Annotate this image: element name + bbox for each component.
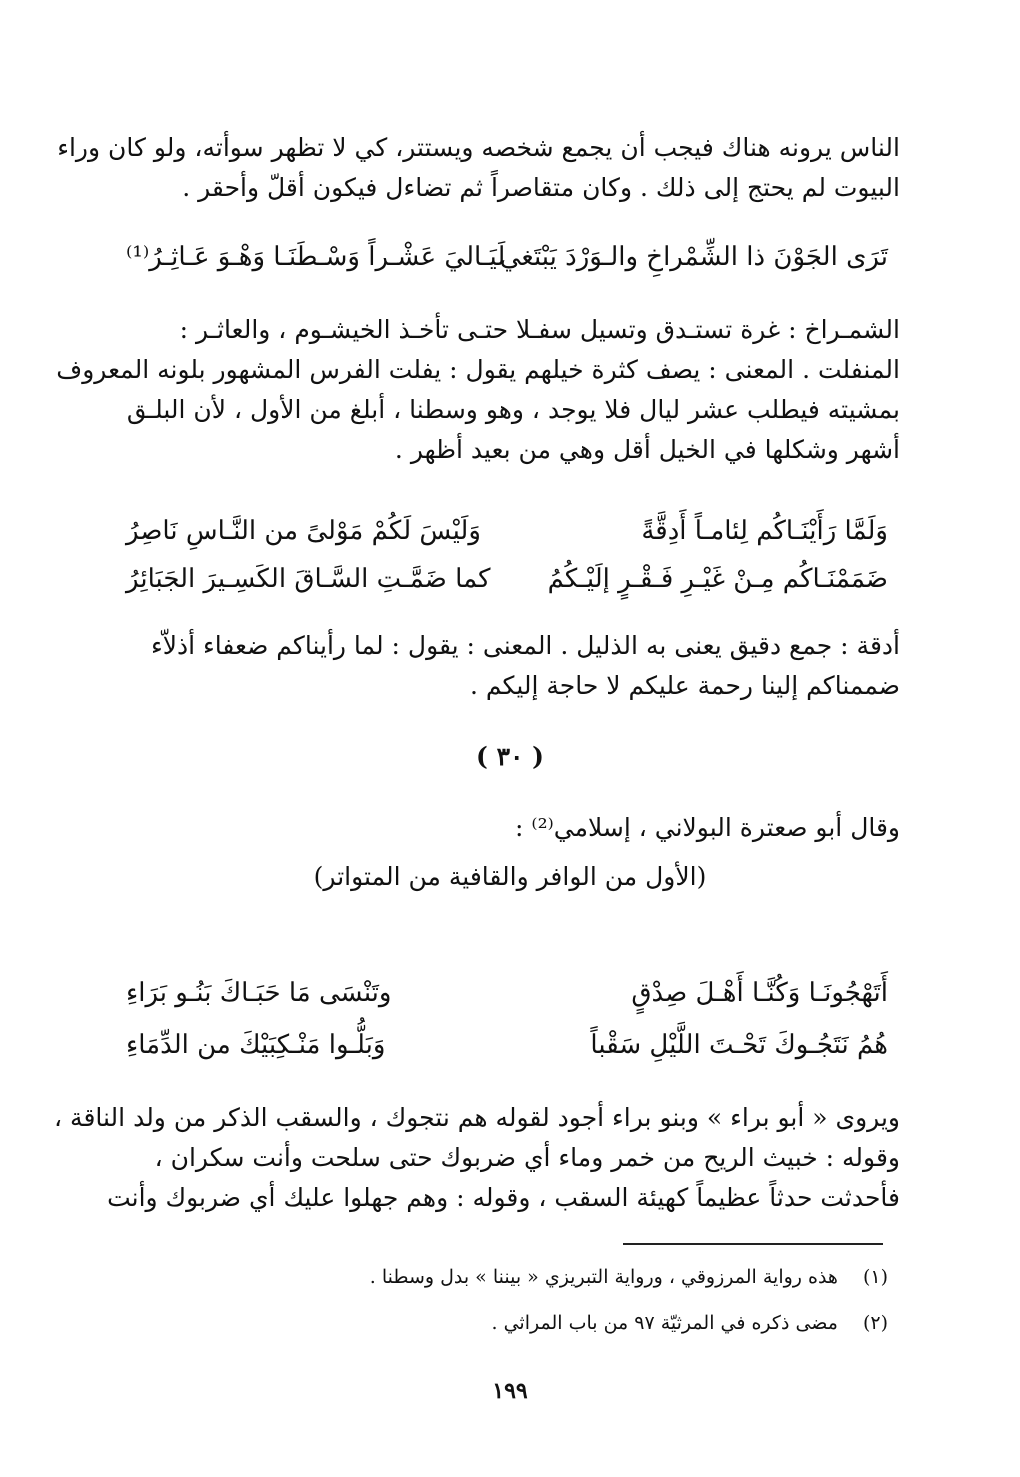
- commentary-2-line-2: ضممناكم إلينا رحمة عليكم لا حاجة إليكم .: [470, 671, 900, 700]
- commentary-1: [56, 310, 900, 470]
- verse-3-second-hemistich: كما ضَمَّـتِ السَّـاقَ الكَسِـيرَ الجَبَائِرُ: [126, 564, 491, 594]
- footnote-1-number: (١): [862, 1266, 888, 1288]
- commentary-1-line-1: الشمـراخ : غرة تستـدق وتسيل سفـلا حتـى تأخـذ الخيشـوم ، والعاثـر :: [179, 315, 900, 344]
- commentary-2-line-1: أدقة : جمع دقيق يعنى به الذليل . المعنى : يقول : لما رأيناكم ضعفاء أذلاّء: [151, 631, 900, 660]
- footnote-2-number: (٢): [862, 1312, 888, 1334]
- verse-2: [126, 516, 888, 556]
- verse-2-first-hemistich: وَلَمَّا رَأَيْنَـاكُم لِئامـاً أَدِقَّةً: [641, 516, 888, 546]
- meter-note: (الأول من الوافر والقافية من المتواتر): [313, 862, 707, 891]
- commentary-1-line-2: المنفلت . المعنى : يصف كثرة خيلهم يقول : يفلت الفرس المشهور بلونه المعروف: [56, 355, 900, 384]
- paragraph-1: [57, 128, 900, 208]
- verse-5-second-hemistich: وَبَلُّـوا مَنْـكِبَيْكَ من الدِّمَاءِ: [126, 1030, 386, 1060]
- section-intro: [120, 808, 900, 848]
- page-number: ١٩٩: [492, 1378, 528, 1404]
- verse-4-first-hemistich: أَتَهْجُونَـا وَكُنَّـا أَهْـلَ صِدْقٍ: [631, 978, 888, 1008]
- commentary-2: [120, 626, 900, 706]
- footnote-2: [128, 1308, 888, 1338]
- paragraph-1-line-2: البيوت لم يحتج إلى ذلك . وكان متقاصراً ثم تضاءل فيكون أقلّ وأحقر .: [182, 173, 900, 202]
- verse-1: [126, 242, 888, 282]
- verse-2-second-hemistich: وَلَيْسَ لَكُمْ مَوْلىً من النَّـاسِ نَاصِرُ: [126, 516, 481, 546]
- paragraph-1-line-1: الناس يرونه هناك فيجب أن يجمع شخصه ويستتر، كي لا تظهر سوأته، ولو كان وراء: [57, 133, 900, 162]
- footnote-divider: [623, 1243, 883, 1245]
- verse-5: [126, 1030, 888, 1070]
- commentary-3-line-1: ويروى « أبو براء » وبنو براء أجود لقوله هم نتجوك ، والسقب الذكر من ولد الناقة ،: [54, 1103, 900, 1132]
- footnote-1-text: هذه رواية المرزوقي ، ورواية التبريزي « بيننا » بدل وسطنا .: [369, 1266, 838, 1288]
- verse-3: [126, 564, 888, 604]
- section-intro-text: وقال أبو صعترة البولاني ، إسلامي⁽²⁾ :: [515, 813, 900, 842]
- footnote-2-text: مضى ذكره في المرثيّة ٩٧ من باب المراثي .: [491, 1312, 838, 1334]
- commentary-3-line-2: وقوله : خبيث الريح من خمر وماء أي ضربوك حتى سلحت وأنت سكران ،: [154, 1143, 900, 1172]
- commentary-3-line-3: فأحدثت حدثاً عظيماً كهيئة السقب ، وقوله : وهم جهلوا عليك أي ضربوك وأنت: [107, 1183, 900, 1212]
- commentary-3: [54, 1098, 900, 1218]
- verse-5-first-hemistich: هُمُ نَتَجُـوكَ تَحْـتَ اللَّيْلِ سَقْباً: [590, 1030, 888, 1060]
- verse-1-first-hemistich: تَرَى الجَوْنَ ذا الشِّمْراخِ والـوَرْدَ يَبْتَغي: [499, 242, 888, 272]
- commentary-1-line-3: بمشيته فيطلب عشر ليال فلا يوجد ، وهو وسطنا ، أبلغ من الأول ، لأن البلـق: [126, 395, 900, 424]
- commentary-1-line-4: أشهر وشكلها في الخيل أقل وهي من بعيد أظهر .: [394, 435, 900, 464]
- footnote-1: [128, 1262, 888, 1292]
- verse-3-first-hemistich: ضَمَمْنَـاكُم مِـنْ غَيْـرِ فَـقْـرٍ إلَيْـكُمُ: [547, 564, 888, 594]
- verse-1-second-hemistich: لَيَـاليَ عَشْـراً وَسْـطَنَـا وَهْـوَ عَـاثِـرُ⁽¹⁾: [126, 242, 506, 272]
- section-number: ( ٣٠ ): [476, 742, 544, 771]
- verse-4-second-hemistich: وتَنْسَى مَا حَبَـاكَ بَنُـو بَرَاءِ: [126, 978, 392, 1008]
- verse-4: [126, 978, 888, 1018]
